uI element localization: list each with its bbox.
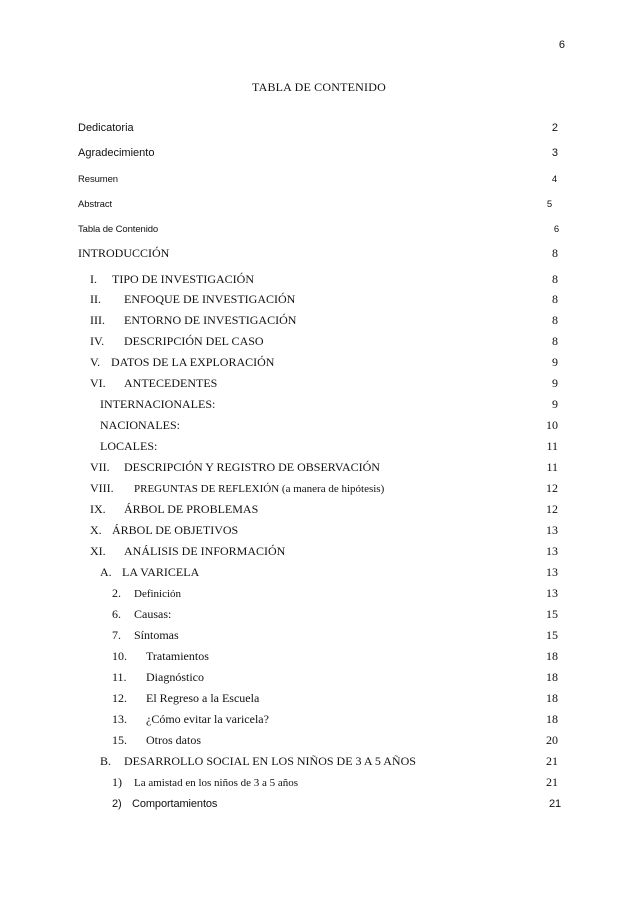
toc-entry-text: Tabla de Contenido [78, 224, 159, 235]
toc-entry-number: X. [90, 523, 102, 537]
toc-entry-page: 18 [546, 649, 558, 663]
toc-entry-text: INTERNACIONALES: [100, 397, 216, 411]
toc-entry-page: 12 [546, 502, 558, 516]
toc-entry-internacionales[interactable] [100, 397, 558, 413]
toc-entry-number: III. [90, 313, 105, 327]
toc-entry-number: 2. [112, 586, 121, 600]
toc-entry-page: 9 [552, 397, 558, 411]
toc-entry-b[interactable] [100, 754, 558, 770]
toc-entry-number: VI. [90, 376, 106, 390]
toc-entry-text: DESCRIPCIÓN DEL CASO [124, 334, 264, 348]
toc-entry-number: 13. [112, 712, 127, 726]
toc-entry-number: 12. [112, 691, 127, 705]
toc-entry-number: 1) [112, 775, 122, 789]
toc-entry-text: DESARROLLO SOCIAL EN LOS NIÑOS DE 3 A 5 AÑOS [124, 754, 416, 768]
toc-entry-nacionales[interactable] [100, 418, 558, 434]
toc-entry-text: ÁRBOL DE OBJETIVOS [112, 523, 239, 537]
toc-entry-page: 20 [546, 733, 558, 747]
toc-entry-text: Otros datos [146, 733, 201, 747]
page-number: 6 [558, 39, 565, 51]
toc-entry-page: 5 [546, 199, 552, 210]
toc-entry-text: Causas: [134, 607, 172, 621]
toc-entry-number: 15. [112, 733, 127, 747]
toc-entry-number: 11. [112, 670, 127, 684]
toc-entry-text: TIPO DE INVESTIGACIÓN [112, 272, 254, 286]
toc-entry-page: 12 [546, 481, 558, 495]
toc-entry-page: 13 [546, 586, 558, 600]
toc-entry-text: ¿Cómo evitar la varicela? [146, 712, 269, 726]
toc-entry-page: 3 [551, 147, 558, 159]
toc-entry-page: 15 [546, 607, 558, 621]
toc-entry-page: 8 [552, 246, 558, 260]
toc-entry-number: IV. [90, 334, 105, 348]
toc-entry-resumen[interactable] [78, 174, 557, 190]
toc-entry-text: Agradecimiento [78, 147, 155, 159]
toc-entry-number: I. [90, 272, 97, 286]
toc-entry-vi[interactable] [90, 376, 558, 392]
toc-entry-a[interactable] [100, 565, 558, 581]
toc-entry-page: 18 [546, 712, 558, 726]
toc-entry-6[interactable] [112, 607, 558, 623]
toc-entry-7[interactable] [112, 628, 558, 644]
toc-entry-page: 10 [546, 418, 558, 432]
toc-entry-page: 11 [546, 439, 558, 453]
toc-entry-x[interactable] [90, 523, 558, 539]
toc-entry-text: LA VARICELA [122, 565, 200, 579]
toc-entry-text: ANÁLISIS DE INFORMACIÓN [124, 544, 286, 558]
toc-entry-viii[interactable] [90, 481, 558, 497]
toc-entry-tabla-de-contenido[interactable] [78, 224, 559, 240]
toc-entry-11[interactable] [112, 670, 558, 686]
toc-entry-ii[interactable] [90, 292, 558, 308]
toc-entry-vii[interactable] [90, 460, 558, 476]
toc-entry-text: Dedicatoria [78, 122, 134, 134]
toc-entry-dedicatoria[interactable] [78, 122, 558, 138]
toc-entry-number: 7. [112, 628, 121, 642]
toc-entry-number: II. [90, 292, 101, 306]
toc-entry-page: 13 [546, 544, 558, 558]
toc-entry-text: El Regreso a la Escuela [146, 691, 260, 705]
toc-entry-page: 18 [546, 691, 558, 705]
toc-entry-text: NACIONALES: [100, 418, 180, 432]
toc-entry-number: VIII. [90, 481, 114, 495]
toc-entry-number: A. [100, 565, 112, 579]
toc-entry-text: DESCRIPCIÓN Y REGISTRO DE OBSERVACIÓN [124, 460, 380, 474]
toc-entry-2-paren[interactable] [112, 798, 561, 814]
toc-entry-text: Resumen [78, 174, 118, 185]
toc-entry-page: 4 [551, 174, 557, 185]
toc-entry-page: 8 [552, 272, 558, 286]
toc-entry-page: 21 [546, 754, 558, 768]
toc-entry-15[interactable] [112, 733, 558, 749]
toc-entry-text: Tratamientos [146, 649, 209, 663]
toc-entry-abstract[interactable] [78, 199, 552, 215]
toc-entry-iv[interactable] [90, 334, 558, 350]
toc-entry-2[interactable] [112, 586, 558, 602]
toc-entry-page: 9 [552, 355, 558, 369]
toc-entry-text: Síntomas [134, 628, 179, 642]
toc-entry-number: 2) [112, 798, 122, 810]
toc-entry-text: La amistad en los niños de 3 a 5 años [134, 777, 299, 789]
toc-entry-text: ENFOQUE DE INVESTIGACIÓN [124, 292, 296, 306]
toc-entry-number: 6. [112, 607, 121, 621]
toc-entry-1-paren[interactable] [112, 775, 558, 791]
toc-entry-page: 8 [552, 292, 558, 306]
toc-entry-number: 10. [112, 649, 127, 663]
toc-entry-number: XI. [90, 544, 106, 558]
toc-entry-page: 2 [551, 122, 558, 134]
toc-entry-number: VII. [90, 460, 110, 474]
toc-entry-text: ANTECEDENTES [124, 376, 218, 390]
toc-entry-text: Definición [134, 588, 182, 600]
toc-entry-number: IX. [90, 502, 106, 516]
toc-entry-page: 18 [546, 670, 558, 684]
toc-entry-text: DATOS DE LA EXPLORACIÓN [111, 355, 275, 369]
toc-entry-locales[interactable] [100, 439, 558, 455]
toc-entry-xi[interactable] [90, 544, 558, 560]
toc-entry-page: 13 [546, 565, 558, 579]
toc-entry-number: B. [100, 754, 112, 768]
toc-entry-page: 15 [546, 628, 558, 642]
toc-entry-10[interactable] [112, 649, 558, 665]
toc-entry-page: 13 [546, 523, 558, 537]
toc-entry-ix[interactable] [90, 502, 558, 518]
toc-entry-text: LOCALES: [100, 439, 158, 453]
toc-entry-text: INTRODUCCIÓN [78, 246, 170, 260]
toc-entry-i[interactable] [90, 272, 558, 288]
toc-entry-iii[interactable] [90, 313, 558, 329]
toc-title: TABLA DE CONTENIDO [252, 80, 386, 94]
toc-entry-text: ÁRBOL DE PROBLEMAS [124, 502, 259, 516]
toc-entry-number: V. [90, 355, 101, 369]
toc-entry-page: 6 [553, 224, 559, 235]
toc-entry-text: Comportamientos [132, 798, 218, 810]
toc-entry-12[interactable] [112, 691, 558, 707]
toc-entry-page: 9 [552, 376, 558, 390]
toc-entry-page: 8 [552, 334, 558, 348]
toc-entry-text: Diagnóstico [146, 670, 204, 684]
toc-entry-13[interactable] [112, 712, 558, 728]
toc-entry-page: 8 [552, 313, 558, 327]
toc-entry-introduccion[interactable] [78, 246, 558, 262]
toc-entry-text: Abstract [78, 199, 113, 210]
toc-entry-page: 21 [546, 775, 558, 789]
toc-entry-page: 11 [546, 460, 558, 474]
toc-entry-text: PREGUNTAS DE REFLEXIÓN (a manera de hipótesis) [134, 483, 385, 495]
toc-entry-v[interactable] [90, 355, 558, 371]
toc-entry-page: 21 [548, 798, 561, 810]
toc-entry-text: ENTORNO DE INVESTIGACIÓN [124, 313, 297, 327]
toc-entry-agradecimiento[interactable] [78, 147, 558, 163]
